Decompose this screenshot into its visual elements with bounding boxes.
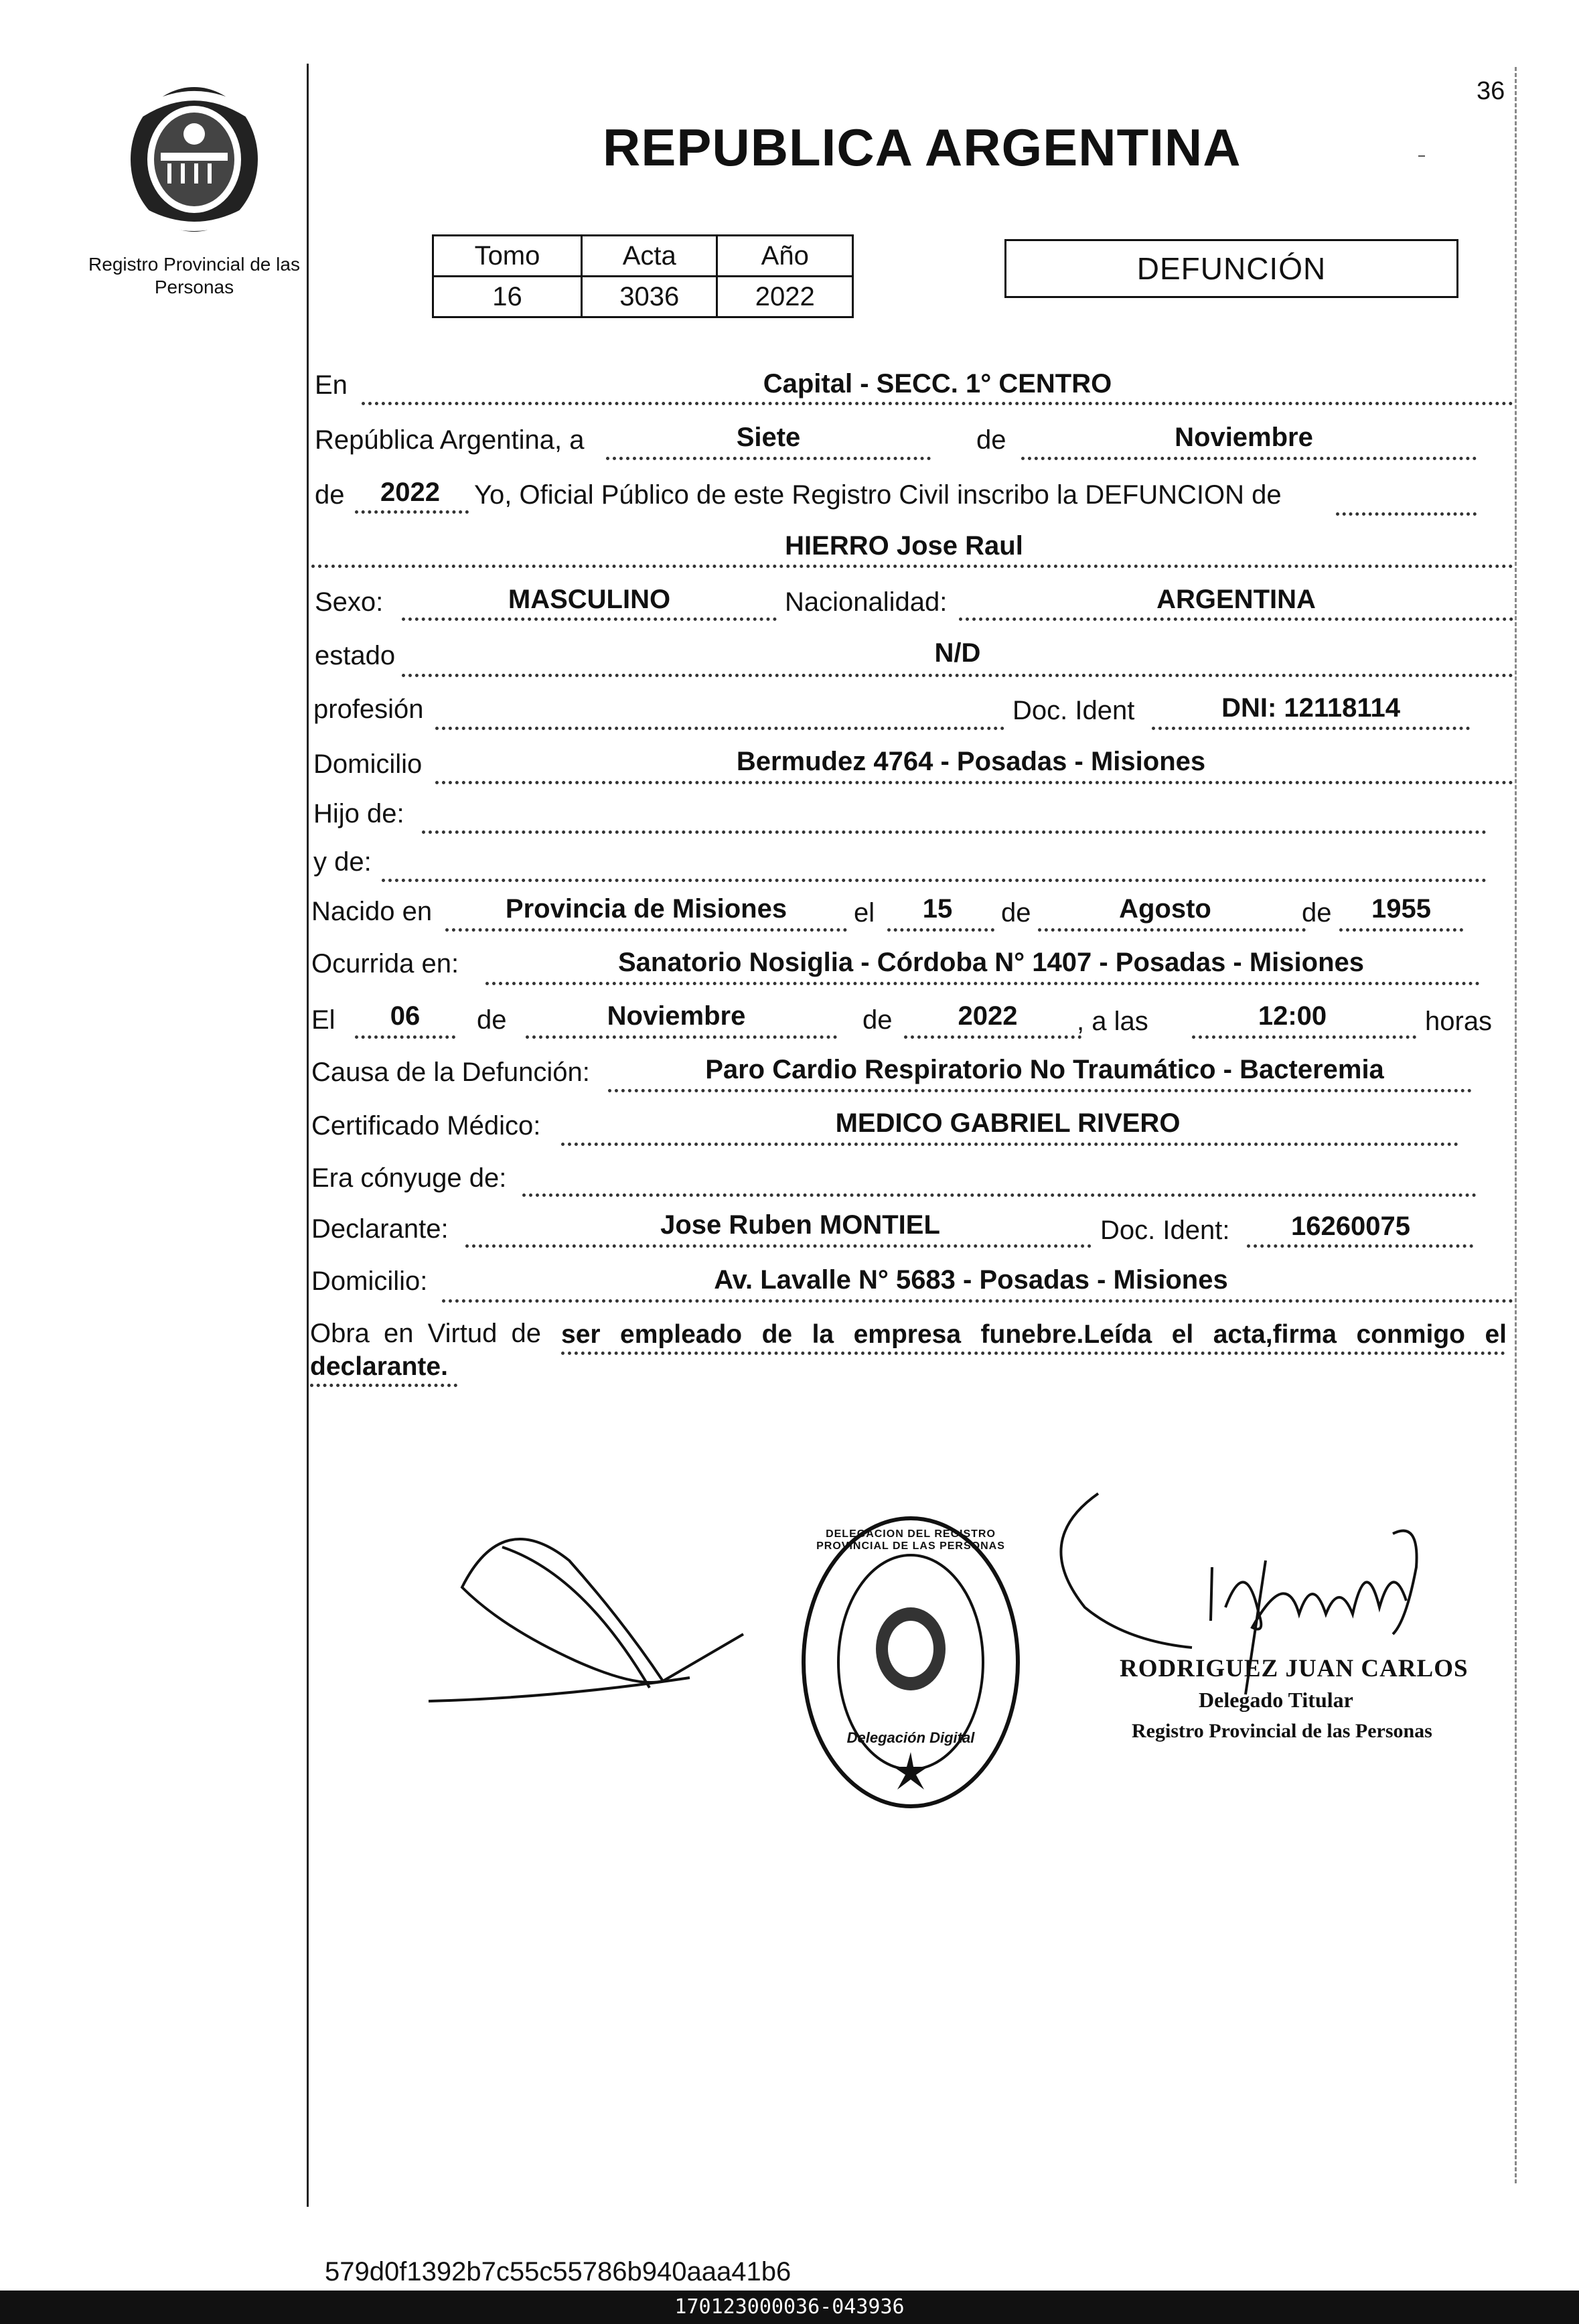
value-estado: N/D	[934, 638, 981, 668]
provincial-crest-icon	[121, 79, 268, 240]
value-anio-def: 2022	[958, 1001, 1018, 1031]
record-table-value: 2022	[717, 277, 853, 317]
label-doc-ident: Doc. Ident	[1012, 696, 1135, 725]
dots-dia-registro	[606, 457, 931, 460]
left-margin-line	[307, 64, 309, 2207]
value-obra-line2: declarante.	[310, 1352, 448, 1381]
label-en: En	[315, 370, 348, 400]
dots-nacido-dia	[887, 928, 994, 932]
dots-mes-def	[526, 1035, 837, 1039]
signatory-role: Delegado Titular	[1199, 1688, 1353, 1712]
value-declarante-domicilio: Av. Lavalle N° 5683 - Posadas - Misiones	[714, 1265, 1228, 1295]
document-title: REPUBLICA ARGENTINA	[603, 118, 1242, 177]
value-nacido-anio: 1955	[1371, 894, 1431, 924]
label-de: de	[315, 480, 345, 510]
label-el: el	[854, 898, 875, 928]
dots-ocurrida-en	[485, 982, 1480, 985]
value-anio-registro: 2022	[380, 478, 440, 507]
dots-de-trailing	[1336, 512, 1477, 516]
value-declarante: Jose Ruben MONTIEL	[660, 1210, 940, 1240]
dots-hijo-de	[422, 830, 1487, 834]
label-de: de	[477, 1005, 507, 1035]
dots-nombre	[311, 565, 1513, 568]
dots-anio-def	[904, 1035, 1081, 1039]
dots-lugar	[362, 402, 1513, 405]
dots-declarante-domicilio	[442, 1299, 1513, 1303]
label-horas: horas	[1425, 1007, 1493, 1036]
value-certificado: MEDICO GABRIEL RIVERO	[835, 1108, 1181, 1138]
label-domicilio-declarante: Domicilio:	[311, 1266, 428, 1296]
record-table-value: 3036	[581, 277, 717, 317]
label-de: de	[1001, 898, 1031, 928]
value-declarante-doc: 16260075	[1291, 1212, 1410, 1241]
value-hora: 12:00	[1258, 1001, 1327, 1031]
label-estado: estado	[315, 641, 396, 670]
label-domicilio: Domicilio	[313, 749, 423, 779]
label-causa: Causa de la Defunción:	[311, 1058, 590, 1087]
label-el-upper: El	[311, 1005, 335, 1035]
dots-certificado	[561, 1143, 1458, 1146]
dots-profesion	[435, 727, 1004, 730]
dots-declarante-doc	[1247, 1244, 1473, 1248]
value-nacido-dia: 15	[922, 894, 953, 924]
stamp-inner-text: Delegación Digital	[846, 1729, 975, 1746]
value-ocurrida-en: Sanatorio Nosiglia - Córdoba N° 1407 - Posadas - Misiones	[617, 948, 1365, 977]
dots-nacido-anio	[1339, 928, 1463, 932]
value-lugar: Capital - SECC. 1° CENTRO	[763, 369, 1112, 398]
dots-conyuge	[522, 1193, 1477, 1197]
label-yo-oficial: Yo, Oficial Público de este Registro Civil inscribo la DEFUNCION de	[474, 480, 1282, 510]
value-nombre: HIERRO Jose Raul	[785, 531, 1023, 561]
value-dia-registro: Siete	[736, 423, 801, 452]
label-de: de	[862, 1005, 893, 1035]
value-sexo: MASCULINO	[508, 585, 671, 614]
label-conyuge: Era cónyuge de:	[311, 1163, 507, 1193]
dots-obra-line2	[310, 1384, 457, 1387]
value-domicilio: Bermudez 4764 - Posadas - Misiones	[736, 747, 1206, 776]
dots-y-de	[382, 879, 1487, 882]
label-declarante: Declarante:	[311, 1214, 449, 1244]
label-hijo-de: Hijo de:	[313, 799, 404, 828]
record-table-header: Tomo	[433, 236, 582, 277]
declarant-signature	[422, 1520, 797, 1721]
record-table-header: Año	[717, 236, 853, 277]
label-certificado: Certificado Médico:	[311, 1111, 541, 1141]
dots-declarante	[465, 1244, 1092, 1248]
dots-nacido-mes	[1038, 928, 1306, 932]
signatory-name: RODRIGUEZ JUAN CARLOS	[1120, 1655, 1469, 1682]
record-type-box: DEFUNCIÓN	[1004, 239, 1458, 298]
dots-anio-registro	[355, 510, 469, 514]
label-doc-ident-declarante: Doc. Ident:	[1100, 1216, 1230, 1245]
value-dia-def: 06	[390, 1001, 421, 1031]
stamp-ring-text: DELEGACION DEL REGISTRO PROVINCIAL DE LAS PERSONAS	[816, 1528, 1005, 1552]
dots-nacionalidad	[959, 618, 1513, 621]
value-causa: Paro Cardio Respiratorio No Traumático - Bacteremia	[705, 1055, 1384, 1084]
value-nacionalidad: ARGENTINA	[1156, 585, 1316, 614]
dots-dia-def	[355, 1035, 455, 1039]
dots-causa	[608, 1089, 1472, 1092]
value-nacido-en: Provincia de Misiones	[505, 894, 787, 924]
right-margin-line	[1515, 67, 1517, 2183]
record-table-value: 16	[433, 277, 582, 317]
label-y-de: y de:	[313, 847, 372, 877]
label-sexo: Sexo:	[315, 587, 384, 617]
label-republica: República Argentina, a	[315, 425, 585, 455]
record-table-header: Acta	[581, 236, 717, 277]
label-de: de	[1302, 898, 1332, 928]
label-de: de	[976, 425, 1006, 455]
label-obra-en-virtud: Obra en Virtud de	[310, 1319, 542, 1348]
value-mes-def: Noviembre	[607, 1001, 746, 1031]
title-dash	[1418, 155, 1425, 157]
official-stamp	[797, 1508, 1025, 1816]
value-doc: DNI: 12118114	[1221, 693, 1400, 723]
dots-domicilio	[435, 781, 1513, 784]
barcode-number: 170123000036-043936	[0, 2291, 1579, 2324]
label-nacido-en: Nacido en	[311, 897, 433, 926]
registry-name: Registro Provincial de las Personas	[88, 254, 300, 297]
value-obra-line1: ser empleado de la empresa funebre.Leída el acta,firma conmigo el	[561, 1320, 1507, 1349]
label-a-las: , a las	[1077, 1007, 1148, 1036]
label-ocurrida-en: Ocurrida en:	[311, 949, 459, 978]
dots-estado	[402, 674, 1513, 677]
value-nacido-mes: Agosto	[1119, 894, 1211, 924]
page-number: 36	[1477, 77, 1505, 105]
label-profesion: profesión	[313, 695, 424, 724]
dots-mes-registro	[1021, 457, 1477, 460]
dots-nacido-en	[445, 928, 847, 932]
record-table	[432, 234, 854, 318]
dots-sexo	[402, 618, 777, 621]
document-hash: 579d0f1392b7c55c55786b940aaa41b6	[325, 2257, 792, 2286]
dots-doc	[1152, 727, 1470, 730]
signatory-org: Registro Provincial de las Personas	[1132, 1720, 1432, 1742]
value-mes-registro: Noviembre	[1175, 423, 1313, 452]
dots-hora	[1192, 1035, 1416, 1039]
label-nacionalidad: Nacionalidad:	[785, 587, 948, 617]
stamp-seal-icon	[797, 1508, 1025, 1816]
dots-obra-line1	[561, 1352, 1505, 1355]
